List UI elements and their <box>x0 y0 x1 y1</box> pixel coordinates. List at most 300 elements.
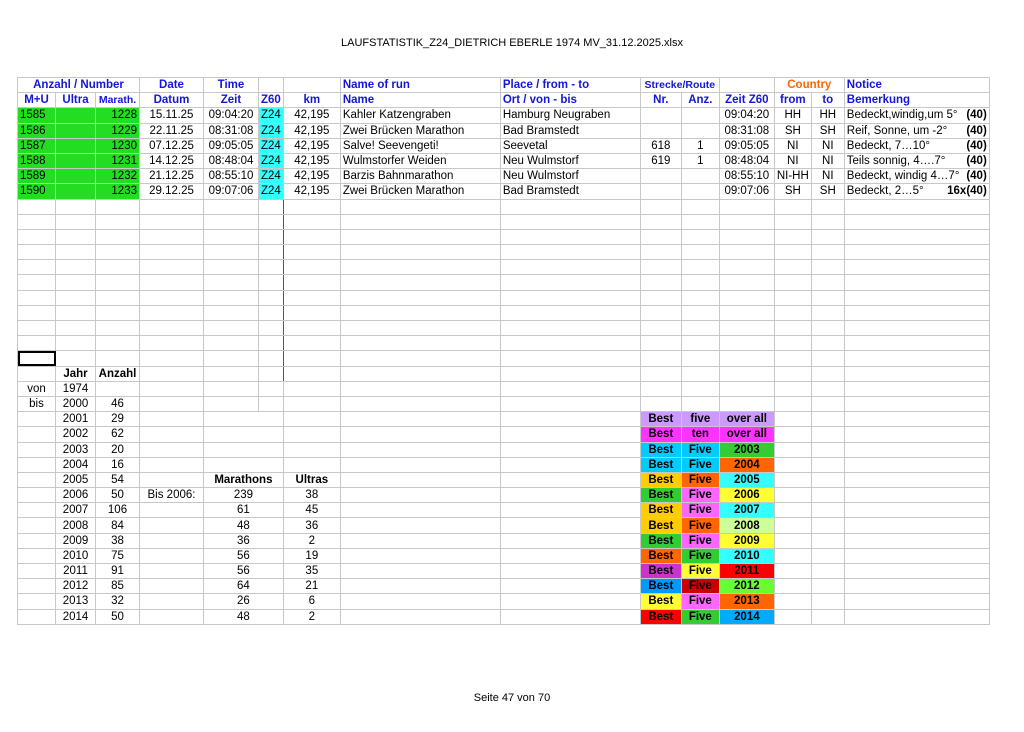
stats-ultras-value[interactable]: 6 <box>283 594 340 609</box>
best-badge-c[interactable]: 2011 <box>719 564 774 579</box>
empty-cell[interactable] <box>259 305 284 320</box>
empty-cell[interactable] <box>340 518 500 533</box>
empty-cell[interactable] <box>18 290 56 305</box>
empty-cell[interactable] <box>500 336 640 351</box>
empty-cell[interactable] <box>340 321 500 336</box>
run-time-z60[interactable]: 09:07:06 <box>719 184 774 199</box>
empty-cell[interactable] <box>774 396 811 411</box>
header-from[interactable]: from <box>774 93 811 108</box>
empty-cell[interactable] <box>640 321 681 336</box>
run-km[interactable]: 42,195 <box>283 138 340 153</box>
run-ultra-number[interactable] <box>56 184 96 199</box>
run-time[interactable]: 09:04:20 <box>204 108 259 123</box>
run-date[interactable]: 21.12.25 <box>140 169 204 184</box>
stats-marathons-value[interactable]: 48 <box>204 609 284 624</box>
empty-cell[interactable] <box>844 245 989 260</box>
run-z60[interactable]: Z24 <box>259 123 284 138</box>
best-badge-a[interactable]: Best <box>640 594 681 609</box>
header-zeit[interactable]: Zeit <box>204 93 259 108</box>
empty-cell[interactable] <box>811 412 844 427</box>
empty-cell[interactable] <box>774 366 811 381</box>
empty-cell[interactable] <box>681 245 719 260</box>
empty-cell[interactable] <box>844 472 989 487</box>
empty-cell[interactable] <box>340 488 500 503</box>
best-badge-b[interactable]: Five <box>681 518 719 533</box>
empty-cell[interactable] <box>259 396 284 411</box>
empty-cell[interactable] <box>18 336 56 351</box>
empty-cell[interactable] <box>340 412 500 427</box>
empty-cell[interactable] <box>283 245 340 260</box>
empty-cell[interactable] <box>204 260 259 275</box>
empty-cell[interactable] <box>140 366 204 381</box>
empty-cell[interactable] <box>340 214 500 229</box>
empty-cell[interactable] <box>719 260 774 275</box>
empty-cell[interactable] <box>259 336 284 351</box>
empty-cell[interactable] <box>283 199 340 214</box>
header-name-of-run[interactable]: Name of run <box>340 78 500 93</box>
empty-cell[interactable] <box>500 321 640 336</box>
empty-cell[interactable] <box>681 199 719 214</box>
empty-cell[interactable] <box>640 245 681 260</box>
best-badge-a[interactable]: Best <box>640 564 681 579</box>
stats-count[interactable]: 38 <box>96 533 140 548</box>
empty-cell[interactable] <box>259 366 284 381</box>
header-anz[interactable]: Anz. <box>681 93 719 108</box>
run-route-anz[interactable]: 1 <box>681 153 719 168</box>
empty-cell[interactable] <box>18 427 56 442</box>
empty-cell[interactable] <box>283 381 340 396</box>
empty-cell[interactable] <box>844 594 989 609</box>
best-badge-b[interactable]: Five <box>681 442 719 457</box>
empty-cell[interactable] <box>56 305 96 320</box>
best-badge-c[interactable]: 2014 <box>719 609 774 624</box>
best-badge-b[interactable]: Five <box>681 488 719 503</box>
stats-year[interactable]: 2014 <box>56 609 96 624</box>
empty-cell[interactable] <box>811 321 844 336</box>
run-mu-number[interactable]: 1585 <box>18 108 56 123</box>
best-badge-c[interactable]: 2012 <box>719 579 774 594</box>
empty-cell[interactable] <box>340 290 500 305</box>
empty-cell[interactable] <box>283 305 340 320</box>
run-ultra-number[interactable] <box>56 108 96 123</box>
stats-count[interactable]: 50 <box>96 488 140 503</box>
best-badge-b[interactable]: Five <box>681 564 719 579</box>
stats-year[interactable]: 2008 <box>56 518 96 533</box>
empty-cell[interactable] <box>681 214 719 229</box>
run-name[interactable]: Kahler Katzengraben <box>340 108 500 123</box>
run-from[interactable]: SH <box>774 123 811 138</box>
empty-cell[interactable] <box>140 229 204 244</box>
empty-cell[interactable] <box>774 427 811 442</box>
empty-cell[interactable] <box>259 321 284 336</box>
empty-cell[interactable] <box>719 321 774 336</box>
empty-cell[interactable] <box>283 351 340 366</box>
empty-cell[interactable] <box>140 564 204 579</box>
run-route-anz[interactable]: 1 <box>681 138 719 153</box>
empty-cell[interactable] <box>18 472 56 487</box>
empty-cell[interactable] <box>681 260 719 275</box>
empty-cell[interactable] <box>500 548 640 563</box>
empty-cell[interactable] <box>204 381 259 396</box>
run-route-anz[interactable] <box>681 108 719 123</box>
empty-cell[interactable] <box>96 214 140 229</box>
empty-cell[interactable] <box>844 427 989 442</box>
run-time[interactable]: 08:31:08 <box>204 123 259 138</box>
run-time[interactable]: 09:05:05 <box>204 138 259 153</box>
empty-cell[interactable] <box>18 564 56 579</box>
header-count[interactable]: Anzahl / Number <box>18 78 140 93</box>
empty-cell[interactable] <box>719 366 774 381</box>
empty-cell[interactable] <box>811 457 844 472</box>
empty-cell[interactable] <box>640 336 681 351</box>
empty-cell[interactable] <box>18 594 56 609</box>
run-km[interactable]: 42,195 <box>283 153 340 168</box>
best-badge-c[interactable]: 2004 <box>719 457 774 472</box>
empty-cell[interactable] <box>844 321 989 336</box>
empty-cell[interactable] <box>719 214 774 229</box>
stats-marathons-value[interactable]: 56 <box>204 564 284 579</box>
empty-cell[interactable] <box>56 336 96 351</box>
run-time[interactable]: 09:07:06 <box>204 184 259 199</box>
empty-cell[interactable] <box>500 260 640 275</box>
empty-cell[interactable] <box>719 245 774 260</box>
run-z60[interactable]: Z24 <box>259 169 284 184</box>
empty-cell[interactable] <box>259 290 284 305</box>
stats-marathons-value[interactable]: 56 <box>204 548 284 563</box>
stats-ultras-value[interactable] <box>283 457 340 472</box>
stats-marathons-value[interactable]: 36 <box>204 533 284 548</box>
empty-cell[interactable] <box>844 579 989 594</box>
stats-year[interactable]: 2002 <box>56 427 96 442</box>
empty-cell[interactable] <box>811 503 844 518</box>
best-badge-a[interactable]: Best <box>640 457 681 472</box>
run-notice[interactable] <box>844 184 989 199</box>
empty-cell[interactable] <box>18 275 56 290</box>
empty-cell[interactable] <box>340 533 500 548</box>
empty-cell[interactable] <box>811 609 844 624</box>
empty-cell[interactable] <box>811 336 844 351</box>
empty-cell[interactable] <box>140 305 204 320</box>
empty-cell[interactable] <box>18 366 56 381</box>
empty-cell[interactable] <box>340 199 500 214</box>
header-time[interactable]: Time <box>204 78 259 93</box>
empty-cell[interactable] <box>283 229 340 244</box>
empty-cell[interactable] <box>18 412 56 427</box>
empty-cell[interactable] <box>774 412 811 427</box>
empty-cell[interactable] <box>681 351 719 366</box>
empty-cell[interactable] <box>811 472 844 487</box>
run-date[interactable]: 14.12.25 <box>140 153 204 168</box>
empty-cell[interactable] <box>204 245 259 260</box>
empty-cell[interactable] <box>640 381 681 396</box>
header-to[interactable]: to <box>811 93 844 108</box>
empty-cell[interactable] <box>774 533 811 548</box>
empty-cell[interactable] <box>844 351 989 366</box>
empty-cell[interactable] <box>500 366 640 381</box>
empty-cell[interactable] <box>500 305 640 320</box>
run-mu-number[interactable]: 1589 <box>18 169 56 184</box>
empty-cell[interactable] <box>96 229 140 244</box>
run-notice[interactable] <box>844 108 989 123</box>
empty-cell[interactable] <box>774 594 811 609</box>
empty-cell[interactable] <box>18 245 56 260</box>
run-ultra-number[interactable] <box>56 153 96 168</box>
run-place[interactable]: Bad Bramstedt <box>500 123 640 138</box>
empty-cell[interactable] <box>774 245 811 260</box>
empty-cell[interactable] <box>774 442 811 457</box>
stats-von-label[interactable]: von <box>18 381 56 396</box>
empty-cell[interactable] <box>204 229 259 244</box>
empty-cell[interactable] <box>283 290 340 305</box>
empty-cell[interactable] <box>56 214 96 229</box>
empty-cell[interactable] <box>204 336 259 351</box>
empty-cell[interactable] <box>719 351 774 366</box>
run-notice[interactable] <box>844 153 989 168</box>
empty-cell[interactable] <box>18 321 56 336</box>
empty-cell[interactable] <box>774 321 811 336</box>
empty-cell[interactable] <box>811 427 844 442</box>
run-ultra-number[interactable] <box>56 169 96 184</box>
run-route-anz[interactable] <box>681 123 719 138</box>
empty-cell[interactable] <box>259 351 284 366</box>
empty-cell[interactable] <box>140 199 204 214</box>
run-km[interactable]: 42,195 <box>283 108 340 123</box>
empty-cell[interactable] <box>681 321 719 336</box>
stats-bis2006-label[interactable]: Bis 2006: <box>140 488 204 503</box>
stats-year[interactable]: 2009 <box>56 533 96 548</box>
empty-cell[interactable] <box>140 396 204 411</box>
header-name[interactable]: Name <box>340 93 500 108</box>
run-mu-number[interactable]: 1587 <box>18 138 56 153</box>
run-notice[interactable] <box>844 123 989 138</box>
empty-cell[interactable] <box>774 609 811 624</box>
best-badge-b[interactable]: ten <box>681 427 719 442</box>
empty-cell[interactable] <box>204 305 259 320</box>
empty-cell[interactable] <box>811 548 844 563</box>
empty-cell[interactable] <box>96 245 140 260</box>
run-from[interactable]: HH <box>774 108 811 123</box>
empty-cell[interactable] <box>811 488 844 503</box>
empty-cell[interactable] <box>340 548 500 563</box>
empty-cell[interactable] <box>56 245 96 260</box>
empty-cell[interactable] <box>140 518 204 533</box>
header-ultra[interactable]: Ultra <box>56 93 96 108</box>
empty-cell[interactable] <box>844 564 989 579</box>
empty-cell[interactable] <box>844 503 989 518</box>
empty-cell[interactable] <box>204 366 259 381</box>
empty-cell[interactable] <box>640 199 681 214</box>
empty-cell[interactable] <box>259 214 284 229</box>
best-badge-a[interactable]: Best <box>640 412 681 427</box>
run-notice[interactable] <box>844 138 989 153</box>
empty-cell[interactable] <box>774 564 811 579</box>
empty-cell[interactable] <box>140 548 204 563</box>
best-badge-b[interactable]: Five <box>681 579 719 594</box>
empty-cell[interactable] <box>500 518 640 533</box>
best-badge-a[interactable]: Best <box>640 609 681 624</box>
empty-cell[interactable] <box>844 518 989 533</box>
empty-cell[interactable] <box>56 260 96 275</box>
empty-cell[interactable] <box>500 229 640 244</box>
empty-cell[interactable] <box>340 594 500 609</box>
stats-year[interactable]: 2007 <box>56 503 96 518</box>
empty-cell[interactable] <box>259 381 284 396</box>
run-name[interactable]: Salve! Seevengeti! <box>340 138 500 153</box>
empty-cell[interactable] <box>204 290 259 305</box>
empty-cell[interactable] <box>283 275 340 290</box>
run-to[interactable]: HH <box>811 108 844 123</box>
stats-bis-label[interactable]: bis <box>18 396 56 411</box>
header-notice[interactable]: Notice <box>844 78 989 93</box>
empty-cell[interactable] <box>844 457 989 472</box>
empty-cell[interactable] <box>774 457 811 472</box>
header-place[interactable]: Place / from - to <box>500 78 640 93</box>
empty-cell[interactable] <box>140 609 204 624</box>
empty-cell[interactable] <box>811 229 844 244</box>
run-ultra-number[interactable] <box>56 138 96 153</box>
stats-ultras-value[interactable]: 35 <box>283 564 340 579</box>
run-name[interactable]: Barzis Bahnmarathon <box>340 169 500 184</box>
header-bemerkung[interactable]: Bemerkung <box>844 93 989 108</box>
run-km[interactable]: 42,195 <box>283 123 340 138</box>
empty-cell[interactable] <box>204 275 259 290</box>
stats-marathons-label[interactable]: Marathons <box>204 472 284 487</box>
empty-cell[interactable] <box>259 199 284 214</box>
empty-cell[interactable] <box>844 609 989 624</box>
empty-cell[interactable] <box>96 305 140 320</box>
header-empty[interactable] <box>719 78 774 93</box>
empty-cell[interactable] <box>844 442 989 457</box>
empty-cell[interactable] <box>140 381 204 396</box>
empty-cell[interactable] <box>844 229 989 244</box>
empty-cell[interactable] <box>18 533 56 548</box>
empty-cell[interactable] <box>811 518 844 533</box>
empty-cell[interactable] <box>811 245 844 260</box>
stats-count[interactable]: 29 <box>96 412 140 427</box>
best-badge-c[interactable]: 2006 <box>719 488 774 503</box>
empty-cell[interactable] <box>844 290 989 305</box>
header-datum[interactable]: Datum <box>140 93 204 108</box>
empty-cell[interactable] <box>340 260 500 275</box>
empty-cell[interactable] <box>774 381 811 396</box>
empty-cell[interactable] <box>844 199 989 214</box>
best-badge-a[interactable]: Best <box>640 579 681 594</box>
best-badge-b[interactable]: Five <box>681 533 719 548</box>
run-to[interactable]: NI <box>811 169 844 184</box>
empty-cell[interactable] <box>640 366 681 381</box>
empty-cell[interactable] <box>640 229 681 244</box>
stats-ultras-value[interactable]: 38 <box>283 488 340 503</box>
empty-cell[interactable] <box>283 321 340 336</box>
header-date[interactable]: Date <box>140 78 204 93</box>
empty-cell[interactable] <box>811 275 844 290</box>
empty-cell[interactable] <box>844 336 989 351</box>
empty-cell[interactable] <box>719 199 774 214</box>
empty-cell[interactable] <box>500 609 640 624</box>
run-mu-number[interactable]: 1586 <box>18 123 56 138</box>
empty-cell[interactable] <box>340 564 500 579</box>
empty-cell[interactable] <box>811 381 844 396</box>
run-route-anz[interactable] <box>681 169 719 184</box>
run-time-z60[interactable]: 08:31:08 <box>719 123 774 138</box>
empty-cell[interactable] <box>500 275 640 290</box>
empty-cell[interactable] <box>96 290 140 305</box>
run-date[interactable]: 15.11.25 <box>140 108 204 123</box>
best-badge-b[interactable]: Five <box>681 609 719 624</box>
empty-cell[interactable] <box>140 321 204 336</box>
best-badge-a[interactable]: Best <box>640 488 681 503</box>
stats-marathons-value[interactable]: 48 <box>204 518 284 533</box>
stats-ultras-value[interactable]: 21 <box>283 579 340 594</box>
run-place[interactable]: Bad Bramstedt <box>500 184 640 199</box>
empty-cell[interactable] <box>340 275 500 290</box>
empty-cell[interactable] <box>681 396 719 411</box>
empty-cell[interactable] <box>96 260 140 275</box>
empty-cell[interactable] <box>56 199 96 214</box>
empty-cell[interactable] <box>140 336 204 351</box>
empty-cell[interactable] <box>283 396 340 411</box>
header-empty[interactable] <box>259 78 284 93</box>
empty-cell[interactable] <box>283 336 340 351</box>
empty-cell[interactable] <box>774 472 811 487</box>
empty-cell[interactable] <box>56 290 96 305</box>
run-marathon-number[interactable]: 1233 <box>96 184 140 199</box>
empty-cell[interactable] <box>500 442 640 457</box>
stats-year[interactable]: 2003 <box>56 442 96 457</box>
empty-cell[interactable] <box>719 229 774 244</box>
stats-count[interactable]: 54 <box>96 472 140 487</box>
empty-cell[interactable] <box>96 199 140 214</box>
empty-cell[interactable] <box>719 290 774 305</box>
run-route-nr[interactable] <box>640 108 681 123</box>
stats-count[interactable]: 16 <box>96 457 140 472</box>
empty-cell[interactable] <box>204 351 259 366</box>
stats-marathons-value[interactable]: 61 <box>204 503 284 518</box>
empty-cell[interactable] <box>140 351 204 366</box>
stats-year[interactable]: 2011 <box>56 564 96 579</box>
empty-cell[interactable] <box>500 290 640 305</box>
best-badge-b[interactable]: Five <box>681 472 719 487</box>
empty-cell[interactable] <box>204 321 259 336</box>
header-nr[interactable]: Nr. <box>640 93 681 108</box>
stats-marathons-value[interactable] <box>204 427 284 442</box>
empty-cell[interactable] <box>774 290 811 305</box>
run-marathon-number[interactable]: 1228 <box>96 108 140 123</box>
empty-cell[interactable] <box>500 503 640 518</box>
stats-ultras-value[interactable]: 19 <box>283 548 340 563</box>
stats-anzahl-header[interactable]: Anzahl <box>96 366 140 381</box>
empty-cell[interactable] <box>681 336 719 351</box>
stats-marathons-value[interactable]: 239 <box>204 488 284 503</box>
run-z60[interactable]: Z24 <box>259 153 284 168</box>
empty-cell[interactable] <box>96 336 140 351</box>
empty-cell[interactable] <box>681 275 719 290</box>
best-badge-c[interactable]: over all <box>719 427 774 442</box>
empty-cell[interactable] <box>811 533 844 548</box>
empty-cell[interactable] <box>681 366 719 381</box>
empty-cell[interactable] <box>18 351 56 366</box>
empty-cell[interactable] <box>18 442 56 457</box>
stats-year[interactable]: 2012 <box>56 579 96 594</box>
run-date[interactable]: 22.11.25 <box>140 123 204 138</box>
empty-cell[interactable] <box>340 229 500 244</box>
empty-cell[interactable] <box>140 214 204 229</box>
empty-cell[interactable] <box>774 199 811 214</box>
empty-cell[interactable] <box>500 351 640 366</box>
empty-cell[interactable] <box>500 427 640 442</box>
best-badge-c[interactable]: 2010 <box>719 548 774 563</box>
best-badge-a[interactable]: Best <box>640 472 681 487</box>
